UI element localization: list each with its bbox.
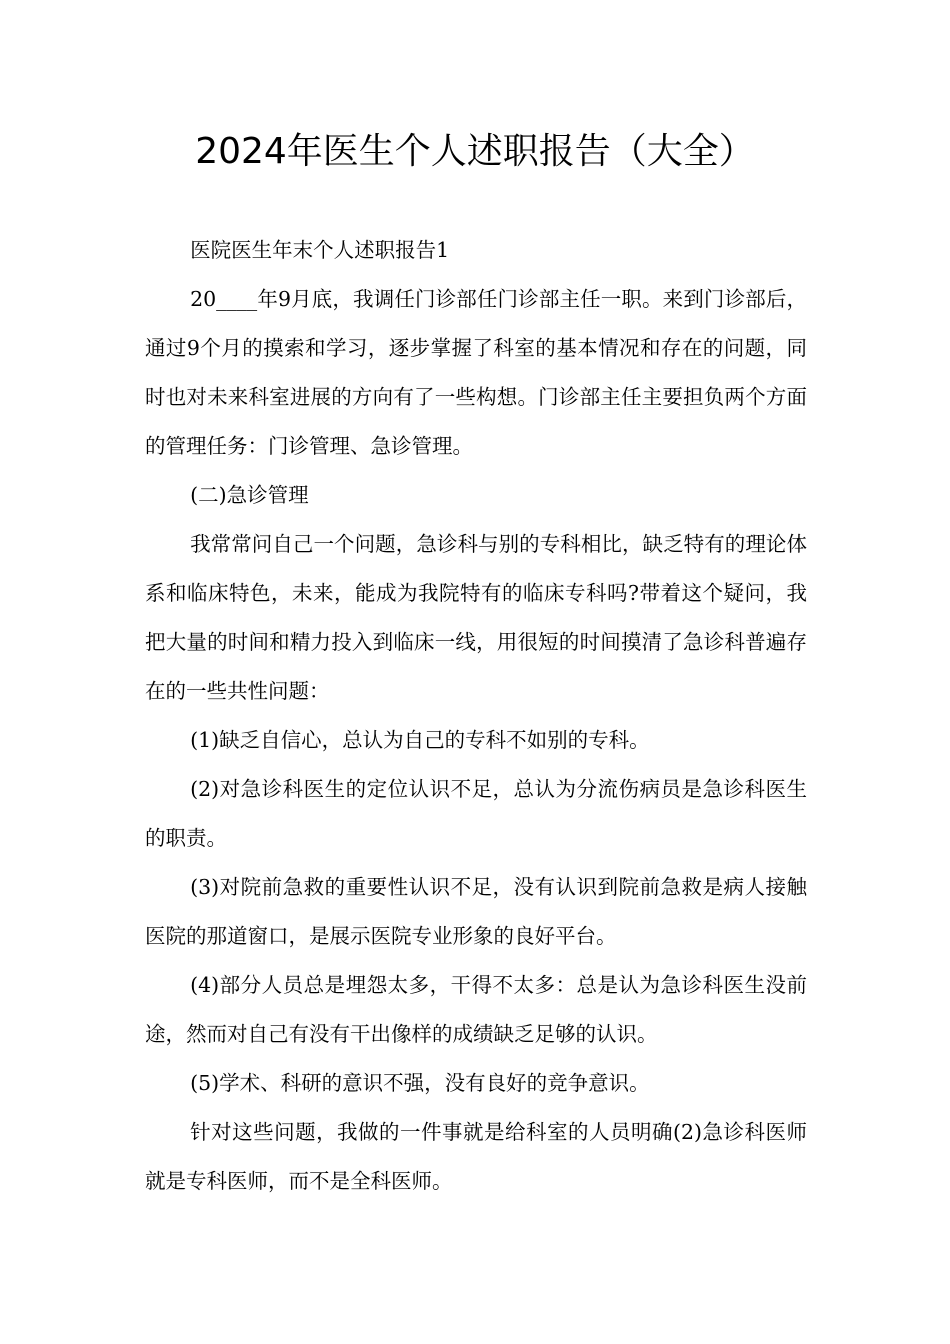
paragraph-issue-1: (1)缺乏自信心，总认为自己的专科不如别的专科。 (190, 728, 650, 752)
paragraph-issue-4: (4)部分人员总是埋怨太多，干得不太多：总是认为急诊科医生没前途，然而对自己有没有干出像样的成绩缺乏足够的认识。 (145, 973, 807, 1046)
paragraph-issue-2: (2)对急诊科医生的定位认识不足，总认为分流伤病员是急诊科医生的职责。 (145, 777, 807, 850)
paragraph-section-heading: (二)急诊管理 (190, 483, 309, 507)
paragraph-intro: 20____年9月底，我调任门诊部任门诊部主任一职。来到门诊部后，通过9个月的摸索和学习，逐步掌握了科室的基本情况和存在的问题，同时也对未来科室进展的方向有了一些构想。门诊部主任主要担负两个方面的管理任务：门诊管理、急诊管理。 (145, 287, 807, 458)
paragraph-response: 针对这些问题，我做的一件事就是给科室的人员明确(2)急诊科医师就是专科医师，而不是全科医师。 (145, 1120, 807, 1193)
paragraph-report-heading: 医院医生年末个人述职报告1 (190, 238, 450, 262)
document-body (145, 226, 807, 1206)
paragraph-issue-5: (5)学术、科研的意识不强，没有良好的竞争意识。 (190, 1071, 650, 1095)
paragraph-issue-3: (3)对院前急救的重要性认识不足，没有认识到院前急救是病人接触医院的那道窗口，是展示医院专业形象的良好平台。 (145, 875, 807, 948)
document-title: 2024年医生个人述职报告（大全） (195, 131, 755, 172)
paragraph-question: 我常常问自己一个问题，急诊科与别的专科相比，缺乏特有的理论体系和临床特色，未来，能成为我院特有的临床专科吗?带着这个疑问，我把大量的时间和精力投入到临床一线，用很短的时间摸清了急诊科普遍存在的一些共性问题： (145, 532, 807, 703)
